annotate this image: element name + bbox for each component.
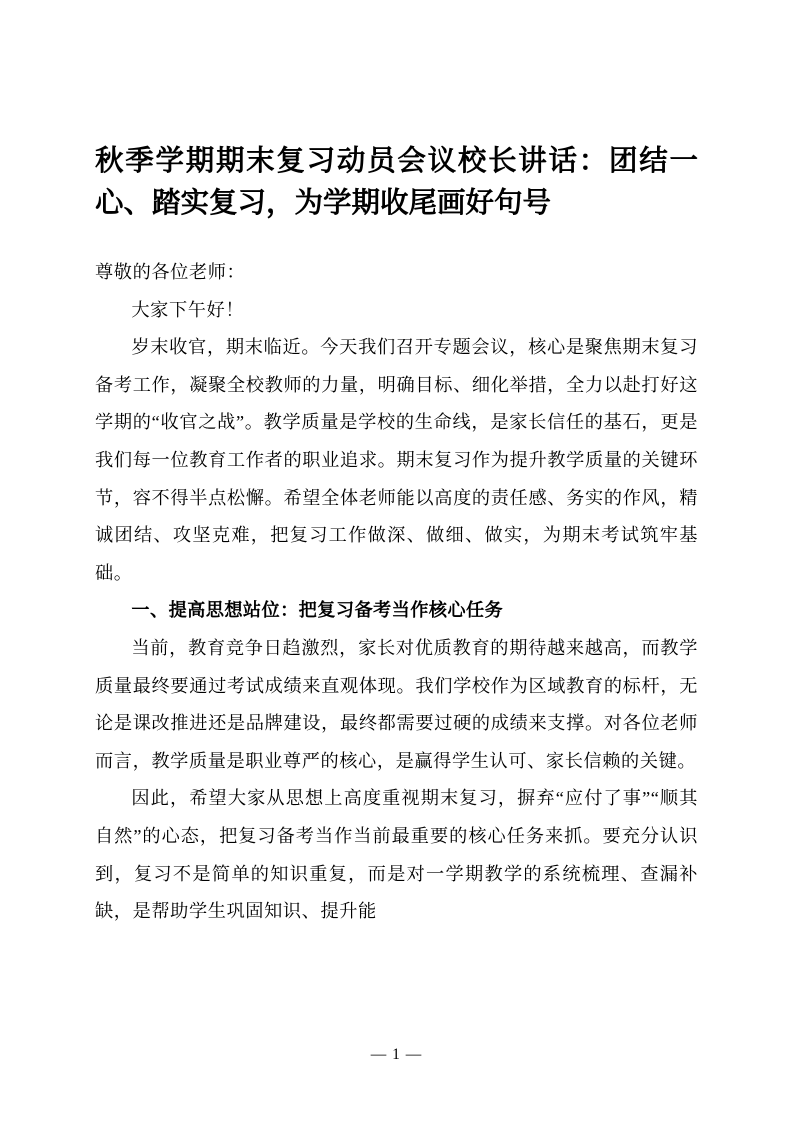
- paragraph-section1-2: 因此，希望大家从思想上高度重视期末复习，摒弃“应付了事”“顺其自然”的心态，把复习备考当作当前最重要的核心任务来抓。要充分认识到，复习不是简单的知识重复，而是对一学期教学的系统梳理、查漏补缺，是帮助学生巩固知识、提升能: [95, 788, 698, 922]
- paragraph-section1-1: 当前，教育竞争日趋激烈，家长对优质教育的期待越来越高，而教学质量最终要通过考试成绩来直观体现。我们学校作为区域教育的标杆，无论是课改推进还是品牌建设，最终都需要过硬的成绩来支撑。对各位老师而言，教学质量是职业尊严的核心，是赢得学生认可、家长信赖的关键。: [95, 637, 698, 771]
- paragraph-opening: 岁末收官，期末临近。今天我们召开专题会议，核心是聚焦期末复习备考工作，凝聚全校教师的力量，明确目标、细化举措，全力以赴打好这学期的“收官之战”。教学质量是学校的生命线，是家长信任的基石，更是我们每一位教育工作者的职业追求。期末复习作为提升教学质量的关键环节，容不得半点松懈。希望全体老师能以高度的责任感、务实的作风，精诚团结、攻坚克难，把复习工作做深、做细、做实，为期末考试筑牢基础。: [95, 337, 698, 583]
- section-heading-1: 一、提高思想站位：把复习备考当作核心任务: [131, 600, 504, 621]
- document-body: [95, 254, 698, 931]
- page-number: — 1 —: [370, 1046, 423, 1063]
- page-title: 秋季学期期末复习动员会议校长讲话：团结一心、踏实复习，为学期收尾画好句号: [95, 145, 698, 219]
- paragraph-greeting: 大家下午好！: [131, 299, 245, 320]
- paragraph-salutation: 尊敬的各位老师：: [95, 262, 246, 282]
